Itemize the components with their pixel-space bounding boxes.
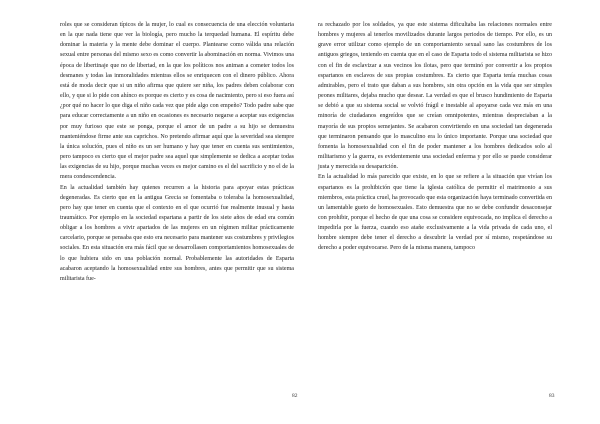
left-page xyxy=(60,20,294,284)
paragraph: En la actualidad también hay quienes recurren a la historia para apoyar estas prácticas degeneradas. Es cierto que en la antigua Grecia se fomentaba o toleraba la homosexualidad, pero hay que tener en cuenta que el contexto en el que ocurrió fue realmente inusual y hasta traumático. Por ejemplo en la sociedad espartana a partir de los siete años de edad era común obligar a los hombres a vivir apartados de las mujeres en un régimen militar prácticamente carcelario, porque se pensaba que esto era necesario para mantener sus costumbres y privilegios sociales. En esta situación era más fácil que se desarrollasen comportamientos homosexuales de lo que hubiera sido en una población normal. Probablemente las autoridades de Esparta acabaron aceptando la homosexualidad entre sus hombres, antes que permitir que su sistema militarista fue- xyxy=(60,184,294,282)
paragraph: roles que se consideran típicos de la mujer, lo cual es consecuencia de una elección voluntaria en la que nada tiene que ver la biología, pero mucho la terquedad humana. El espíritu debe dominar la materia y la mente debe dominar el cuerpo. Plantearse como válida una relación sexual entre personas del mismo sexo es como convertir la abominación en norma. Vivimos una época de libertinaje que no de libertad, en la que los políticos nos animan a cometer todos los desmanes y todas las inmoralidades mientras ellos se enriquecen con el dinero público. Ahora está de moda decir que si un niño afirma que quiere ser niña, los padres deben colaborar con ello, y que si lo pide con ahínco es porque es cierto y es cosa de nacimiento, pero si eso fuera así ¿por qué no hacer lo que diga el niño cada vez que pide algo con empeño? Todo padre sabe que para educar correctamente a un niño en ocasiones es necesario negarse a aceptar sus exigencias por muy furioso que este se ponga, porque el amor de un padre a su hijo se demuestra manteniéndose firme ante sus caprichos. No pretendo afirmar aquí que la severidad sea siempre la única solución, pues el niño es un ser humano y hay que tener en cuenta sus sentimientos, pero tampoco es cierto que el mejor padre sea aquel que simplemente se dedica a aceptar todas las exigencias de su hijo, porque muchas veces es mejor camino es el del sacrificio y no el de la mera condescendencia. xyxy=(60,22,294,181)
paragraph: En la actualidad lo más parecido que existe, en lo que se refiere a la situación que vivían los espartanos es la prohibición que tiene la iglesia católica de permitir el matrimonio a sus miembros, esta práctica cruel, ha provocado que esta organización haya terminado convertida en un lamentable gueto de homosexuales. Esto demuestra que no se debe confundir desaconsejar con prohibir, porque el hecho de que una cosa se considere equivocada, no implica el derecho a impedirla por la fuerza, cuando eso atañe exclusivamente a la vida privada de cada uno, el hombre siempre debe tener el derecho a descubrir la verdad por sí mismo, respetándose su derecho a poder equivocarse. Pero de la misma manera, tampoco xyxy=(318,174,552,252)
paragraph: ra rechazado por los soldados, ya que este sistema dificultaba las relaciones normales entre hombres y mujeres al tenerlos movilizados durante largos periodos de tiempo. Por ello, es un grave error utilizar como ejemplo de un comportamiento sexual sano las costumbres de los antiguos griegos, teniendo en cuenta que en el caso de Esparta todo el sistema militarista se hizo con el fin de esclavizar a sus vecinos los ilotas, pero que terminó por convertir a los propios espartanos en esclavos de sus propias costumbres. Es cierto que Esparta tenía muchas cosas admirables, pero el trato que daban a sus hombres, sin otra opción en la vida que ser simples peones militares, dejaba mucho que desear. La verdad es que el brusco hundimiento de Esparta se debió a que su sistema social se volvió frágil e inestable al apoyarse cada vez más en una minoría de ciudadanos engreídos que se creían omnipotentes, mientras despreciaban a la mayoría de sus propios semejantes. Se acabaron convirtiendo en una sociedad tan degenerada que terminaron pensando que lo masculino era lo único importante. Porque una sociedad que fomenta la homosexualidad con el fin de poder mantener a los hombres dedicados solo al militarismo y la guerra, es evidentemente una sociedad enferma y por ello se puede considerar justa y merecida su desaparición. xyxy=(318,22,552,171)
page-number-left: 82 xyxy=(292,393,298,399)
page-number-right: 83 xyxy=(549,393,555,399)
right-page xyxy=(318,20,552,254)
